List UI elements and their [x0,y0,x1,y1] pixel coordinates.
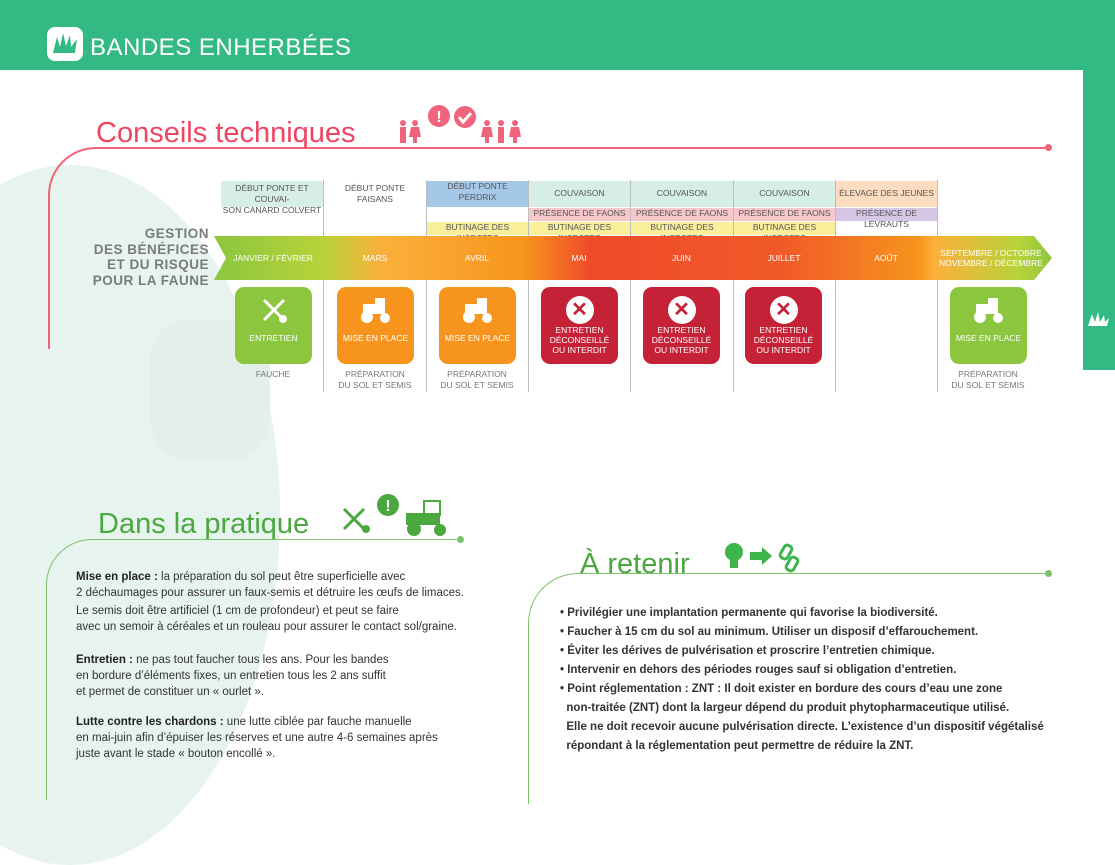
gestion-line: ET DU RISQUE [106,257,209,272]
month-juillet: JUILLET [767,253,801,263]
action-caption: PRÉPARATION DU SOL ET SEMIS [338,369,412,390]
paragraph-text: avec un semoir à céréales et un rouleau pour assurer le contact sol/graine. [76,621,457,633]
grass-tab-icon [1086,310,1110,335]
retenir-list [560,604,1044,756]
line-end-dot [1045,570,1052,577]
action-label: ENTRETIEN DÉCONSEILLÉ OU INTERDIT [549,325,610,355]
butinage-cell: BUTINAGE DES [529,222,630,235]
list-item: • Privilégier une implantation permanente qui favorise la biodiversité. [560,607,938,619]
column-divider [426,180,427,392]
gestion-line: GESTION [144,226,209,241]
tractor-icon [337,294,414,326]
paragraph-text: 2 déchaumages pour assurer un faux-semis et détruire les œufs de limaces. [76,587,464,599]
gestion-label [77,226,209,288]
action-label: MISE EN PLACE [444,333,511,343]
paragraph-title: Lutte contre les chardons : [76,716,224,728]
fauna-cell: ÉLEVAGE DES JEUNES [836,181,937,207]
faons-cell: PRÉSENCE DE FAONS [631,208,733,221]
month-avril: AVRIL [465,253,489,263]
column-divider [937,180,938,392]
header-bar [0,0,1115,70]
fauna-cell: COUVAISON [734,181,835,207]
month-juin: JUIN [672,253,691,263]
forbidden-icon: ✕ [541,294,618,326]
list-item: • Point réglementation : ZNT : Il doit exister en bordure des cours d’eau une zone [560,683,1003,695]
grass-logo-icon [47,27,83,61]
action-card [235,287,312,364]
list-item: • Éviter les dérives de pulvérisation et proscrire l’entretien chimique. [560,645,935,657]
tools-icon [235,294,312,326]
fauna-cell: DÉBUT PONTE FAISANS [344,183,406,204]
paragraph-text: une lutte ciblée par fauche manuelle [223,716,412,728]
action-caption: PRÉPARATION DU SOL ET SEMIS [440,369,514,390]
section-title-pratique: Dans la pratique [98,508,310,540]
bulb-arrow-link-icon [722,541,804,580]
tractor-icon [439,294,516,326]
page-title: BANDES ENHERBÉES [90,34,352,61]
month-mai: MAI [571,253,587,263]
fauna-cell: COUVAISON [631,181,733,207]
action-card [643,287,720,364]
column-divider [323,180,324,392]
fauna-cell: COUVAISON [529,181,630,207]
month-jan-feb: JANVIER / FÉVRIER [233,253,313,263]
list-item: • Intervenir en dehors des périodes rouges sauf si obligation d’entretien. [560,664,957,676]
action-label: ENTRETIEN DÉCONSEILLÉ OU INTERDIT [651,325,712,355]
action-card [439,287,516,364]
list-item: Elle ne doit recevoir aucune pulvérisation directe. L’existence d’un dispositif végétalisé [560,721,1044,733]
butinage-cell: BUTINAGE DES [427,222,528,235]
section-title-retenir: À retenir [580,548,690,580]
month-mars: MARS [362,253,388,263]
action-label: ENTRETIEN DÉCONSEILLÉ OU INTERDIT [753,325,814,355]
paragraph-text: ne pas tout faucher tous les ans. Pour les bandes [132,654,389,666]
paragraph-text: en bordure d’éléments fixes, un entretien tous les 2 ans suffit [76,670,386,682]
list-item: répondant à la réglementation peut permettre de réduire la ZNT. [560,740,914,752]
month-aout: AOÛT [874,253,898,263]
svg-text:!: ! [436,109,442,126]
paragraph-title: Mise en place : [76,571,158,583]
tractor-icon [950,294,1027,326]
action-card [950,287,1027,364]
pratique-paragraph [76,569,464,635]
fauna-cell: DÉBUT PONTE ET COUVAI- SON CANARD COLVERT [222,183,322,215]
month-sep-dec: SEPTEMBRE / OCTOBRE NOVEMBRE / DÉCEMBRE [939,248,1043,268]
list-item: • Faucher à 15 cm du sol au minimum. Utiliser un disposif d’effarouchement. [560,626,979,638]
faons-cell: PRÉSENCE DE FAONS [734,208,835,221]
line-end-dot [457,536,464,543]
paragraph-text: Le semis doit être artificiel (1 cm de profondeur) et peut se faire [76,605,399,617]
gestion-line: DES BÉNÉFICES [93,241,209,257]
action-card [541,287,618,364]
people-warning-icon [397,103,527,152]
pratique-paragraph [76,714,438,762]
action-label: MISE EN PLACE [955,333,1022,343]
butinage-cell: BUTINAGE DES [734,222,835,235]
paragraph-title: Entretien : [76,654,133,666]
action-card [337,287,414,364]
fauna-cell: DÉBUT PONTE PERDRIX [427,181,528,207]
action-card [745,287,822,364]
svg-text:!: ! [385,498,391,515]
forbidden-icon: ✕ [643,294,720,326]
gestion-line: POUR LA FAUNE [92,272,209,288]
paragraph-text: en mai-juin afin d’épuiser les réserves et une autre 4-6 semaines après [76,732,438,744]
faons-cell: PRÉSENCE DE FAONS [529,208,630,221]
butinage-cell: BUTINAGE DES [631,222,733,235]
line-end-dot [1045,144,1052,151]
tools-tractor-icon [340,493,452,542]
paragraph-text: et permet de constituer un « ourlet ». [76,686,264,698]
levrauts-cell: PRÉSENCE DE LEVRAUTS [836,208,937,221]
pratique-paragraph [76,652,389,700]
paragraph-text: juste avant le stade « bouton encollé ». [76,748,276,760]
action-label: MISE EN PLACE [342,333,409,343]
forbidden-icon: ✕ [745,294,822,326]
action-caption: FAUCHE [255,369,291,379]
list-item: non-traitée (ZNT) dont la largeur dépend du produit phytopharmaceutique utilisé. [560,702,1010,714]
action-caption: PRÉPARATION DU SOL ET SEMIS [951,369,1025,390]
section-title-conseils: Conseils techniques [96,117,356,149]
paragraph-text: la préparation du sol peut être superficielle avec [157,571,406,583]
action-label: ENTRETIEN [249,333,298,343]
